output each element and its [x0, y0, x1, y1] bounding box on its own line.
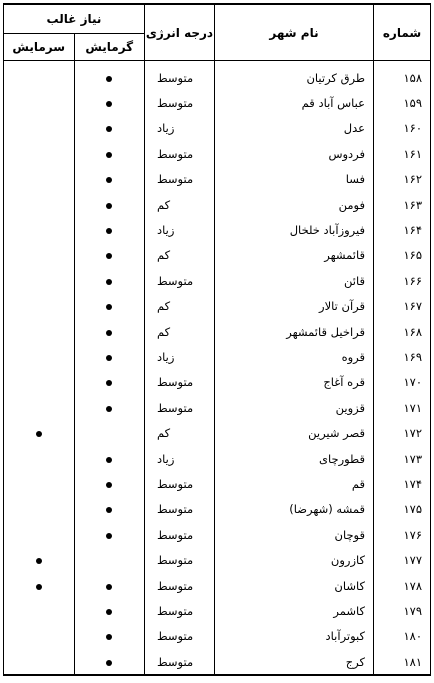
- row-energy: زیاد: [145, 116, 215, 141]
- row-energy: متوسط: [145, 61, 215, 91]
- row-number: ۱۶۴: [374, 217, 431, 242]
- row-heating: [74, 90, 145, 115]
- heating-dot-icon: [106, 76, 112, 82]
- row-heating: [74, 497, 145, 522]
- table-row: [4, 598, 431, 623]
- row-cooling: [4, 471, 75, 496]
- row-heating: [74, 61, 145, 91]
- row-cooling: [4, 90, 75, 115]
- row-cooling: [4, 268, 75, 293]
- row-number: ۱۶۸: [374, 319, 431, 344]
- row-heating: [74, 243, 145, 268]
- heating-dot-icon: [106, 355, 112, 361]
- row-city: قرآن تالار: [215, 294, 374, 319]
- table-row: [4, 167, 431, 192]
- row-city: کبوترآباد: [215, 624, 374, 649]
- header-energy: درجه انرژی: [145, 4, 215, 61]
- row-cooling: [4, 167, 75, 192]
- table-row: [4, 268, 431, 293]
- row-city: قمشه (شهرضا): [215, 497, 374, 522]
- table-row: [4, 344, 431, 369]
- heating-dot-icon: [106, 482, 112, 488]
- row-cooling: [4, 573, 75, 598]
- table-row: [4, 395, 431, 420]
- row-cooling: [4, 370, 75, 395]
- table-row: [4, 471, 431, 496]
- row-number: ۱۷۸: [374, 573, 431, 598]
- row-energy: متوسط: [145, 141, 215, 166]
- table-row: [4, 294, 431, 319]
- row-number: ۱۶۲: [374, 167, 431, 192]
- row-cooling: [4, 217, 75, 242]
- row-city: قم: [215, 471, 374, 496]
- row-cooling: [4, 522, 75, 547]
- row-city: قطورچای: [215, 446, 374, 471]
- row-city: قراخیل قائمشهر: [215, 319, 374, 344]
- table-row: [4, 319, 431, 344]
- heating-dot-icon: [106, 380, 112, 386]
- row-city: فیروزآباد خلخال: [215, 217, 374, 242]
- table-row: [4, 522, 431, 547]
- heating-dot-icon: [106, 304, 112, 310]
- row-city: قزوین: [215, 395, 374, 420]
- table-row: [4, 370, 431, 395]
- row-number: ۱۶۳: [374, 192, 431, 217]
- row-energy: متوسط: [145, 522, 215, 547]
- row-number: ۱۶۵: [374, 243, 431, 268]
- row-number: ۱۸۰: [374, 624, 431, 649]
- row-energy: کم: [145, 243, 215, 268]
- row-heating: [74, 598, 145, 623]
- cooling-dot-icon: [36, 431, 42, 437]
- table-row: [4, 649, 431, 675]
- row-heating: [74, 217, 145, 242]
- row-cooling: [4, 446, 75, 471]
- table-row: [4, 497, 431, 522]
- row-city: فومن: [215, 192, 374, 217]
- city-energy-table: [3, 3, 431, 676]
- row-cooling: [4, 192, 75, 217]
- row-cooling: [4, 624, 75, 649]
- row-number: ۱۷۹: [374, 598, 431, 623]
- header-number: شماره: [374, 4, 431, 61]
- row-energy: زیاد: [145, 344, 215, 369]
- heating-dot-icon: [106, 330, 112, 336]
- row-city: قائمشهر: [215, 243, 374, 268]
- table-row: [4, 192, 431, 217]
- row-number: ۱۶۰: [374, 116, 431, 141]
- row-energy: زیاد: [145, 217, 215, 242]
- city-energy-table-container: [3, 3, 431, 676]
- row-energy: کم: [145, 294, 215, 319]
- row-energy: زیاد: [145, 446, 215, 471]
- row-heating: [74, 319, 145, 344]
- row-number: ۱۶۶: [374, 268, 431, 293]
- heating-dot-icon: [106, 203, 112, 209]
- table-body: [4, 61, 431, 676]
- heating-dot-icon: [106, 584, 112, 590]
- row-cooling: [4, 141, 75, 166]
- row-energy: کم: [145, 192, 215, 217]
- row-city: قروه: [215, 344, 374, 369]
- row-cooling: [4, 294, 75, 319]
- row-heating: [74, 141, 145, 166]
- row-number: ۱۵۹: [374, 90, 431, 115]
- cooling-dot-icon: [36, 584, 42, 590]
- row-city: فردوس: [215, 141, 374, 166]
- heating-dot-icon: [106, 507, 112, 513]
- row-number: ۱۷۶: [374, 522, 431, 547]
- table-row: [4, 624, 431, 649]
- row-city: طرق کرتیان: [215, 61, 374, 91]
- heating-dot-icon: [106, 126, 112, 132]
- header-city: نام شهر: [215, 4, 374, 61]
- header-cooling: سرمایش: [4, 34, 75, 61]
- row-heating: [74, 167, 145, 192]
- heating-dot-icon: [106, 660, 112, 666]
- row-energy: متوسط: [145, 624, 215, 649]
- row-cooling: [4, 395, 75, 420]
- row-number: ۱۶۱: [374, 141, 431, 166]
- table-row: [4, 446, 431, 471]
- row-number: ۱۶۹: [374, 344, 431, 369]
- row-heating: [74, 573, 145, 598]
- row-city: قوچان: [215, 522, 374, 547]
- row-cooling: [4, 319, 75, 344]
- cooling-dot-icon: [36, 558, 42, 564]
- row-energy: متوسط: [145, 547, 215, 572]
- row-number: ۱۷۷: [374, 547, 431, 572]
- table-row: [4, 420, 431, 445]
- row-energy: متوسط: [145, 598, 215, 623]
- row-heating: [74, 624, 145, 649]
- row-cooling: [4, 649, 75, 675]
- row-number: ۱۵۸: [374, 61, 431, 91]
- row-cooling: [4, 598, 75, 623]
- heating-dot-icon: [106, 533, 112, 539]
- heating-dot-icon: [106, 152, 112, 158]
- row-energy: متوسط: [145, 395, 215, 420]
- heating-dot-icon: [106, 228, 112, 234]
- row-number: ۱۷۰: [374, 370, 431, 395]
- row-cooling: [4, 61, 75, 91]
- row-energy: متوسط: [145, 370, 215, 395]
- row-number: ۱۷۱: [374, 395, 431, 420]
- row-heating: [74, 268, 145, 293]
- row-number: ۱۷۵: [374, 497, 431, 522]
- table-row: [4, 61, 431, 91]
- table-row: [4, 547, 431, 572]
- row-number: ۱۷۴: [374, 471, 431, 496]
- header-dominant-need: نیاز غالب: [4, 4, 145, 34]
- table-row: [4, 141, 431, 166]
- row-cooling: [4, 243, 75, 268]
- row-city: قره آغاج: [215, 370, 374, 395]
- row-heating: [74, 446, 145, 471]
- row-heating: [74, 344, 145, 369]
- row-cooling: [4, 547, 75, 572]
- row-city: فسا: [215, 167, 374, 192]
- heating-dot-icon: [106, 634, 112, 640]
- row-city: قائن: [215, 268, 374, 293]
- heating-dot-icon: [106, 253, 112, 259]
- table-row: [4, 116, 431, 141]
- row-number: ۱۶۷: [374, 294, 431, 319]
- row-number: ۱۸۱: [374, 649, 431, 675]
- table-header: [4, 4, 431, 61]
- row-city: عباس آباد قم: [215, 90, 374, 115]
- row-cooling: [4, 420, 75, 445]
- row-heating: [74, 116, 145, 141]
- row-energy: متوسط: [145, 471, 215, 496]
- row-energy: کم: [145, 319, 215, 344]
- heating-dot-icon: [106, 279, 112, 285]
- heating-dot-icon: [106, 457, 112, 463]
- row-energy: متوسط: [145, 268, 215, 293]
- row-heating: [74, 370, 145, 395]
- row-heating: [74, 471, 145, 496]
- row-cooling: [4, 344, 75, 369]
- row-city: کازرون: [215, 547, 374, 572]
- row-city: قصر شیرین: [215, 420, 374, 445]
- row-city: عدل: [215, 116, 374, 141]
- row-heating: [74, 649, 145, 675]
- row-heating: [74, 294, 145, 319]
- row-energy: متوسط: [145, 573, 215, 598]
- row-city: کاشان: [215, 573, 374, 598]
- row-energy: متوسط: [145, 90, 215, 115]
- row-heating: [74, 420, 145, 445]
- row-heating: [74, 395, 145, 420]
- table-row: [4, 573, 431, 598]
- row-energy: متوسط: [145, 167, 215, 192]
- heating-dot-icon: [106, 609, 112, 615]
- row-city: کاشمر: [215, 598, 374, 623]
- row-heating: [74, 547, 145, 572]
- row-cooling: [4, 497, 75, 522]
- row-number: ۱۷۲: [374, 420, 431, 445]
- row-energy: کم: [145, 420, 215, 445]
- row-heating: [74, 192, 145, 217]
- heating-dot-icon: [106, 101, 112, 107]
- heating-dot-icon: [106, 177, 112, 183]
- row-number: ۱۷۳: [374, 446, 431, 471]
- row-energy: متوسط: [145, 497, 215, 522]
- table-row: [4, 243, 431, 268]
- row-energy: متوسط: [145, 649, 215, 675]
- table-row: [4, 90, 431, 115]
- row-cooling: [4, 116, 75, 141]
- row-city: کرج: [215, 649, 374, 675]
- table-row: [4, 217, 431, 242]
- header-heating: گرمایش: [74, 34, 145, 61]
- row-heating: [74, 522, 145, 547]
- heating-dot-icon: [106, 406, 112, 412]
